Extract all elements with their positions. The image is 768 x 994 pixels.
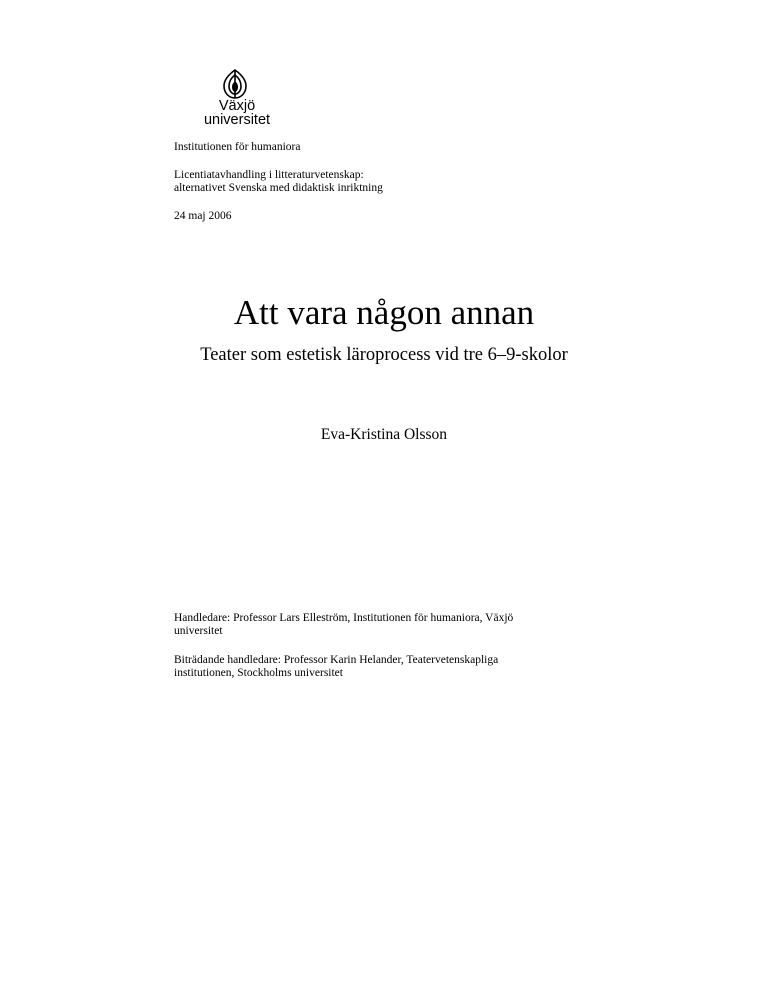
university-name-line1: Växjö	[218, 98, 256, 114]
thesis-type-line2: alternativet Svenska med didaktisk inriktning	[174, 182, 383, 194]
thesis-type-line1: Licentiatavhandling i litteraturvetenskap:	[174, 169, 364, 181]
department-label: Institutionen för humaniora	[174, 141, 301, 153]
university-logo	[192, 68, 282, 130]
supervisor-line2: universitet	[174, 625, 223, 637]
page-subtitle: Teater som estetisk läroprocess vid tre 6–9-skolor	[200, 345, 568, 365]
page-title: Att vara någon annan	[233, 293, 535, 332]
author-name: Eva-Kristina Olsson	[320, 426, 448, 443]
university-name-line2: universitet	[203, 112, 271, 128]
vaxjo-university-emblem-icon	[220, 68, 250, 100]
co-supervisor-line1: Biträdande handledare: Professor Karin Helander, Teatervetenskapliga	[174, 654, 499, 666]
date-label: 24 maj 2006	[174, 210, 232, 222]
supervisor-line1: Handledare: Professor Lars Elleström, Institutionen för humaniora, Växjö	[174, 612, 514, 624]
co-supervisor-line2: institutionen, Stockholms universitet	[174, 667, 343, 679]
